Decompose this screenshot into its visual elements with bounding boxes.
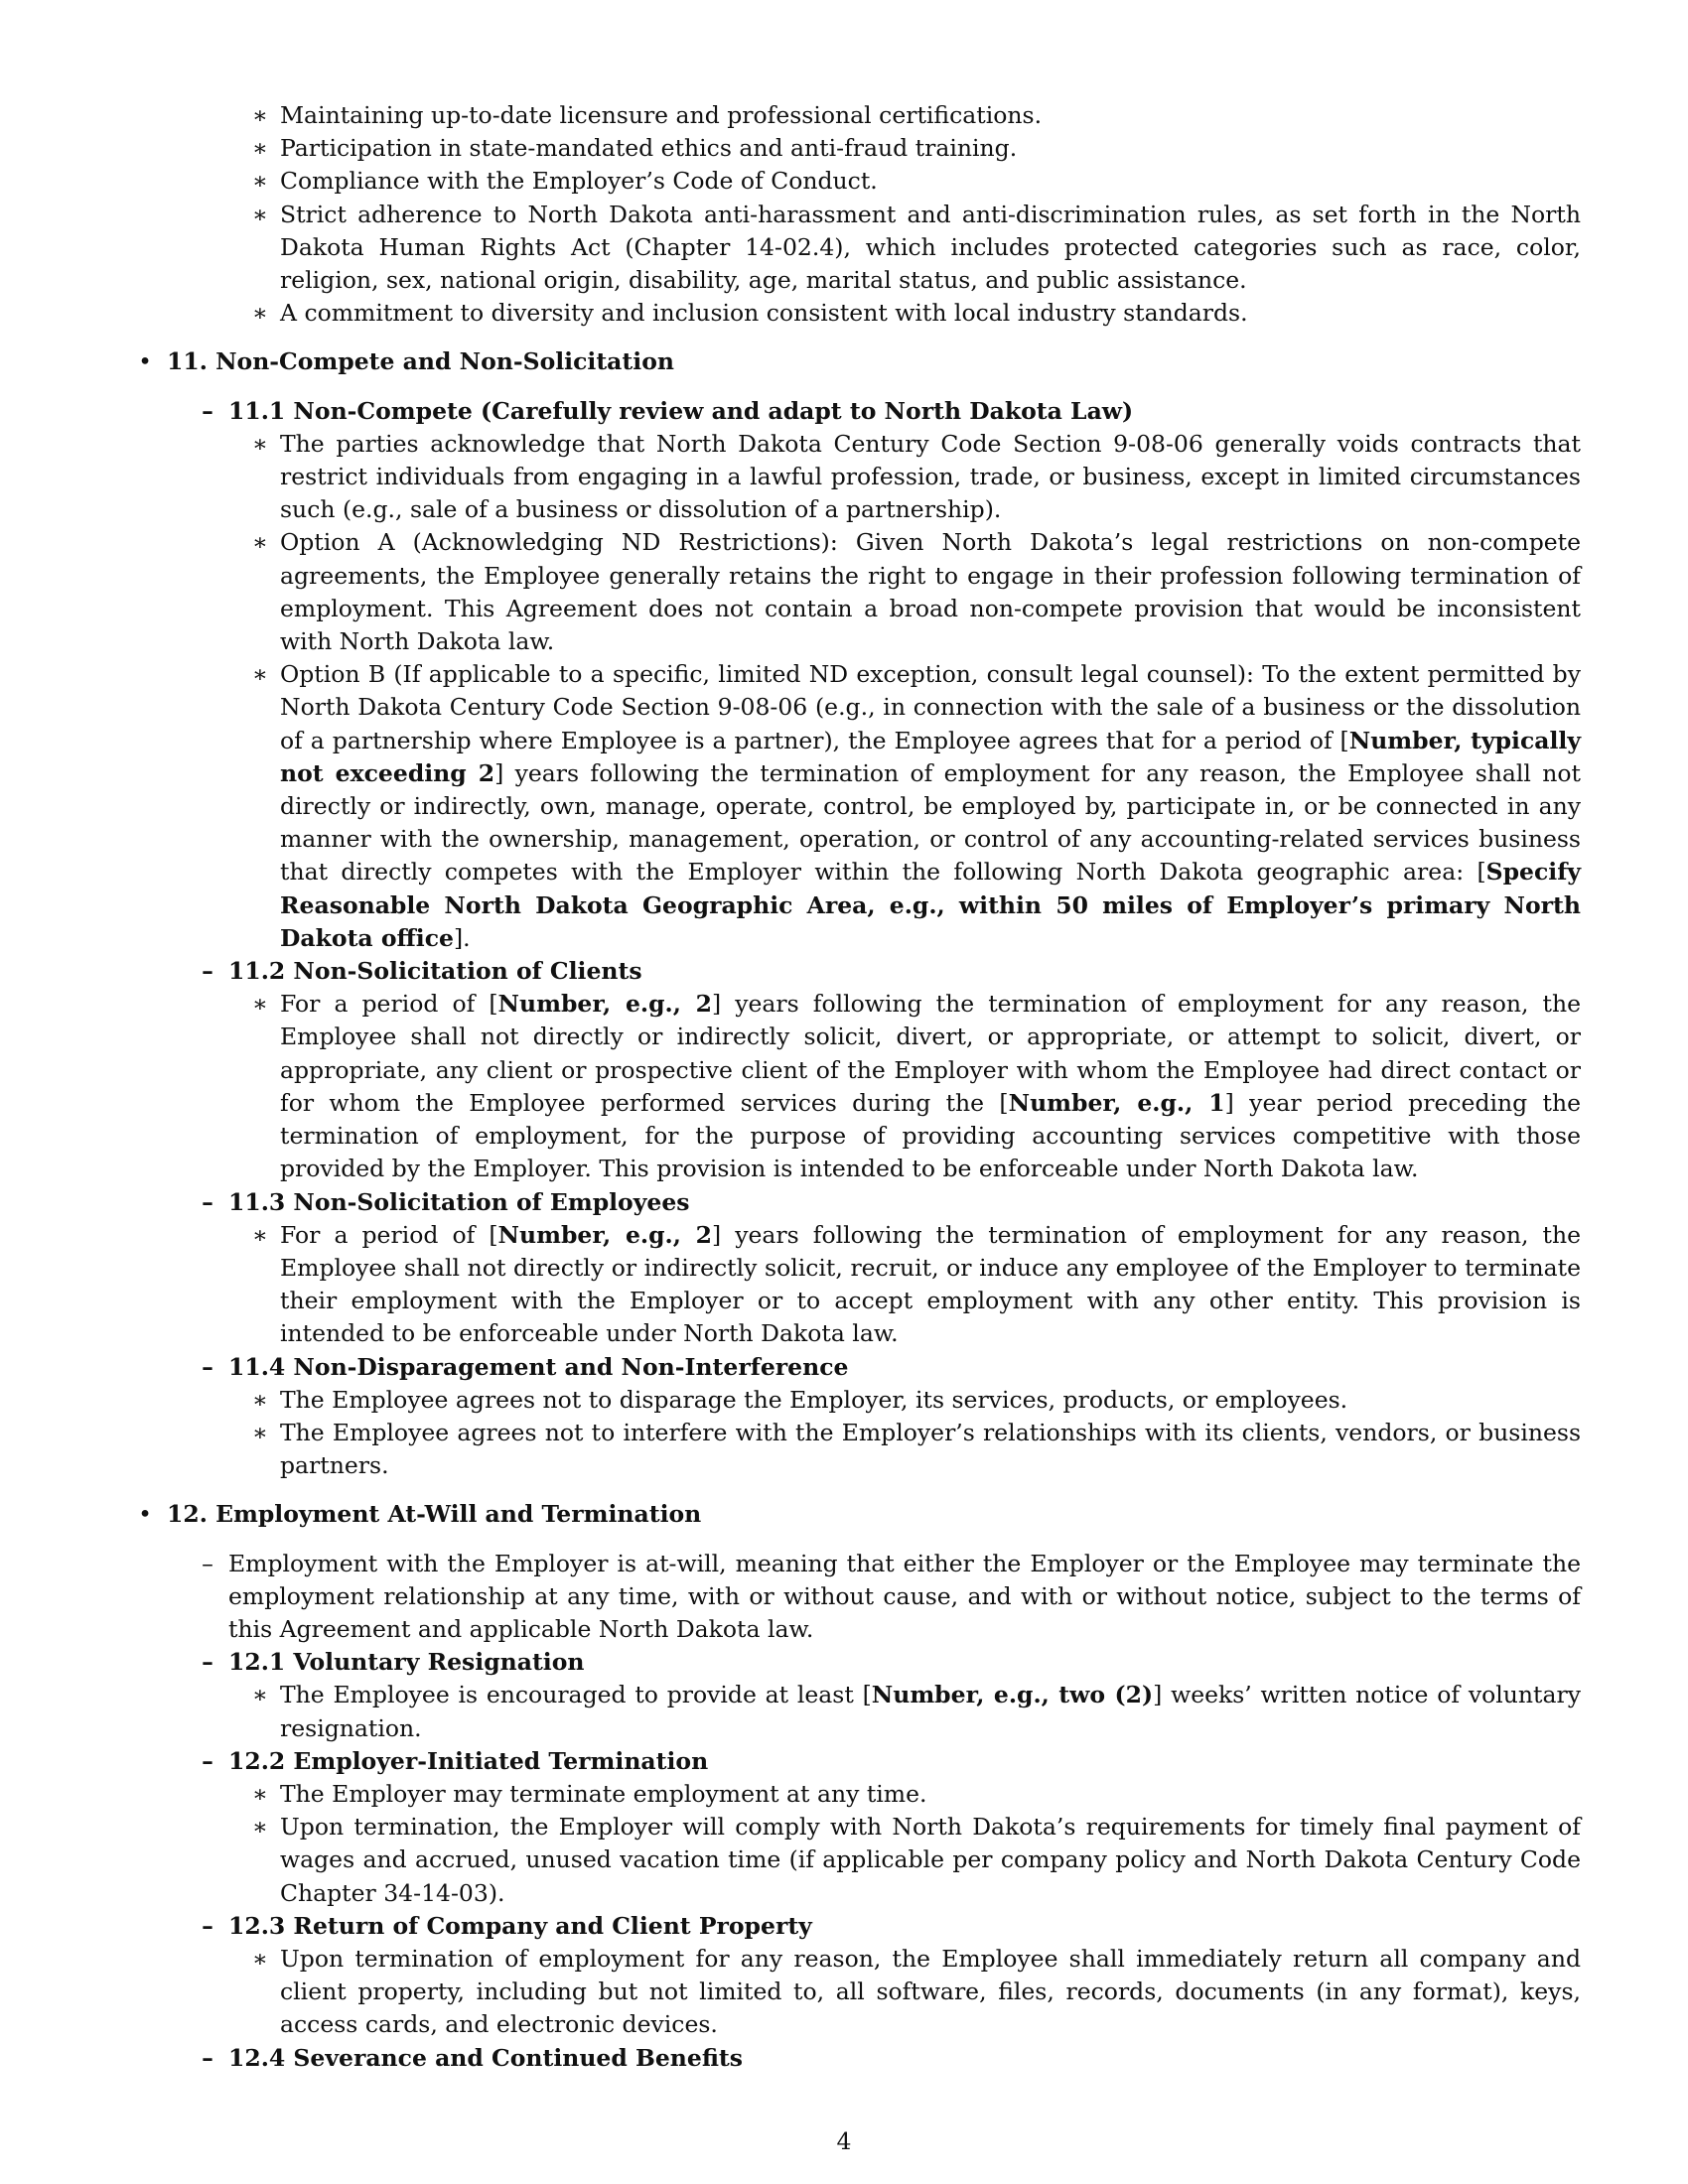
asterisk-bullet-icon: ∗	[252, 1385, 268, 1414]
placeholder-field: Number, e.g., 2	[497, 990, 713, 1019]
asterisk-bullet-icon: ∗	[252, 660, 268, 689]
list-item: ∗ The parties acknowledge that North Dakota Century Code Section 9-08-06 generally voids contracts that restrict individuals from engaging in a lawful profession, trade, or business, except in limited circumstances such (e.g., sale of a business or dissolution of a partnership).	[135, 428, 1581, 527]
dash-bullet-icon: –	[202, 1746, 213, 1775]
dash-bullet-icon: –	[202, 1187, 213, 1216]
list-item: ∗ Participation in state-mandated ethics and anti-fraud training.	[135, 132, 1581, 165]
list-item: ∗ Compliance with the Employer’s Code of Conduct.	[135, 165, 1581, 198]
placeholder-field: Number, e.g., 2	[497, 1220, 713, 1249]
section-11-2-heading: – 11.2 Non-Solicitation of Clients	[135, 955, 1581, 988]
asterisk-bullet-icon: ∗	[252, 528, 268, 557]
asterisk-bullet-icon: ∗	[252, 200, 268, 228]
section-11-1-heading: – 11.1 Non-Compete (Carefully review and adapt to North Dakota Law)	[135, 395, 1581, 428]
asterisk-bullet-icon: ∗	[252, 299, 268, 328]
list-item: ∗ A commitment to diversity and inclusion consistent with local industry standards.	[135, 297, 1581, 330]
asterisk-bullet-icon: ∗	[252, 1418, 268, 1446]
list-item: ∗ The Employer may terminate employment at any time.	[135, 1778, 1581, 1811]
list-item: ∗ Option B (If applicable to a specific, limited ND exception, consult legal counsel): To the extent permitted by North Dakota Century Code Section 9-08-06 (e.g., in connection with the sale of a business or the dissolution of a partnership where Employee is a partner), the Employee agrees that for a period of [Number, typically not exceeding 2] years following the termination of employment for any reason, the Employee shall not directly or indirectly, own, manage, operate, control, be employed by, participate in, or be connected in any manner with the ownership, management, operation, or control of any accounting-related services business that directly competes with the Employer within the following North Dakota geographic area: [Specify Reasonable North Dakota Geographic Area, e.g., within 50 miles of Employer’s primary North Dakota office].	[135, 658, 1581, 955]
section-12-4-heading: – 12.4 Severance and Continued Benefits	[135, 2042, 1581, 2075]
list-item: ∗ The Employee agrees not to interfere with the Employer’s relationships with its clients, vendors, or business partners.	[135, 1417, 1581, 1482]
section-12-2-heading: – 12.2 Employer-Initiated Termination	[135, 1745, 1581, 1778]
asterisk-bullet-icon: ∗	[252, 429, 268, 458]
list-item: ∗ Strict adherence to North Dakota anti-harassment and anti-discrimination rules, as set forth in the North Dakota Human Rights Act (Chapter 14-02.4), which includes protected categories such as race, color, religion, sex, national origin, disability, age, marital status, and public assistance.	[135, 199, 1581, 298]
page-content	[135, 99, 1581, 2075]
section-12-heading: • 12. Employment At-Will and Termination	[135, 1498, 1581, 1531]
list-item: ∗ Option A (Acknowledging ND Restrictions): Given North Dakota’s legal restrictions on non-compete agreements, the Employee generally retains the right to engage in their profession following termination of employment. This Agreement does not contain a broad non-compete provision that would be inconsistent with North Dakota law.	[135, 526, 1581, 658]
dash-bullet-icon: –	[202, 1549, 213, 1577]
list-item: ∗ The Employee agrees not to disparage the Employer, its services, products, or employees.	[135, 1384, 1581, 1417]
placeholder-field: Number, typically not exceeding 2	[280, 726, 1581, 787]
round-bullet-icon: •	[138, 1500, 152, 1529]
asterisk-bullet-icon: ∗	[252, 1813, 268, 1842]
asterisk-bullet-icon: ∗	[252, 134, 268, 163]
placeholder-field: Number, e.g., two (2)	[871, 1681, 1154, 1709]
placeholder-field: Number, e.g., 1	[1008, 1088, 1225, 1117]
list-item: ∗ For a period of [Number, e.g., 2] years following the termination of employment for any reason, the Employee shall not directly or indirectly solicit, divert, or appropriate, or attempt to solicit, divert, or appropriate, any client or prospective client of the Employer with whom the Employee had direct contact or for whom the Employee performed services during the [Number, e.g., 1] year period preceding the termination of employment, for the purpose of providing accounting services competitive with those provided by the Employer. This provision is intended to be enforceable under North Dakota law.	[135, 988, 1581, 1185]
dash-bullet-icon: –	[202, 1352, 213, 1381]
page-number: 4	[836, 2127, 852, 2155]
dash-bullet-icon: –	[202, 1648, 213, 1677]
list-item: ∗ Upon termination of employment for any reason, the Employee shall immediately return all company and client property, including but not limited to, all software, files, records, documents (in any format), keys, access cards, and electronic devices.	[135, 1943, 1581, 2042]
dash-bullet-icon: –	[202, 396, 213, 425]
asterisk-bullet-icon: ∗	[252, 1944, 268, 1973]
intro-list	[135, 99, 1581, 330]
section-12-3-heading: – 12.3 Return of Company and Client Property	[135, 1910, 1581, 1943]
asterisk-bullet-icon: ∗	[252, 1681, 268, 1709]
list-item: ∗ The Employee is encouraged to provide at least [Number, e.g., two (2)] weeks’ written notice of voluntary resignation.	[135, 1679, 1581, 1744]
asterisk-bullet-icon: ∗	[252, 167, 268, 196]
asterisk-bullet-icon: ∗	[252, 990, 268, 1019]
section-12-1-heading: – 12.1 Voluntary Resignation	[135, 1646, 1581, 1679]
section-11-3-heading: – 11.3 Non-Solicitation of Employees	[135, 1186, 1581, 1219]
dash-bullet-icon: –	[202, 1911, 213, 1940]
asterisk-bullet-icon: ∗	[252, 1220, 268, 1249]
list-item: ∗ Upon termination, the Employer will comply with North Dakota’s requirements for timely final payment of wages and accrued, unused vacation time (if applicable per company policy and North Dakota Century Code Chapter 34-14-03).	[135, 1811, 1581, 1910]
list-item: ∗ Maintaining up-to-date licensure and professional certifications.	[135, 99, 1581, 132]
dash-bullet-icon: –	[202, 957, 213, 986]
list-item: – Employment with the Employer is at-will, meaning that either the Employer or the Employee may terminate the employment relationship at any time, with or without cause, and with or without notice, subject to the terms of this Agreement and applicable North Dakota law.	[135, 1548, 1581, 1647]
section-11-heading: • 11. Non-Compete and Non-Solicitation	[135, 345, 1581, 378]
dash-bullet-icon: –	[202, 2043, 213, 2072]
asterisk-bullet-icon: ∗	[252, 101, 268, 129]
placeholder-field: Specify Reasonable North Dakota Geographic Area, e.g., within 50 miles of Employer’s primary North Dakota office	[280, 858, 1581, 952]
asterisk-bullet-icon: ∗	[252, 1779, 268, 1808]
round-bullet-icon: •	[138, 347, 152, 376]
list-item: ∗ For a period of [Number, e.g., 2] years following the termination of employment for any reason, the Employee shall not directly or indirectly solicit, recruit, or induce any employee of the Employer to terminate their employment with the Employer or to accept employment with any other entity. This provision is intended to be enforceable under North Dakota law.	[135, 1219, 1581, 1351]
section-11-4-heading: – 11.4 Non-Disparagement and Non-Interference	[135, 1351, 1581, 1384]
